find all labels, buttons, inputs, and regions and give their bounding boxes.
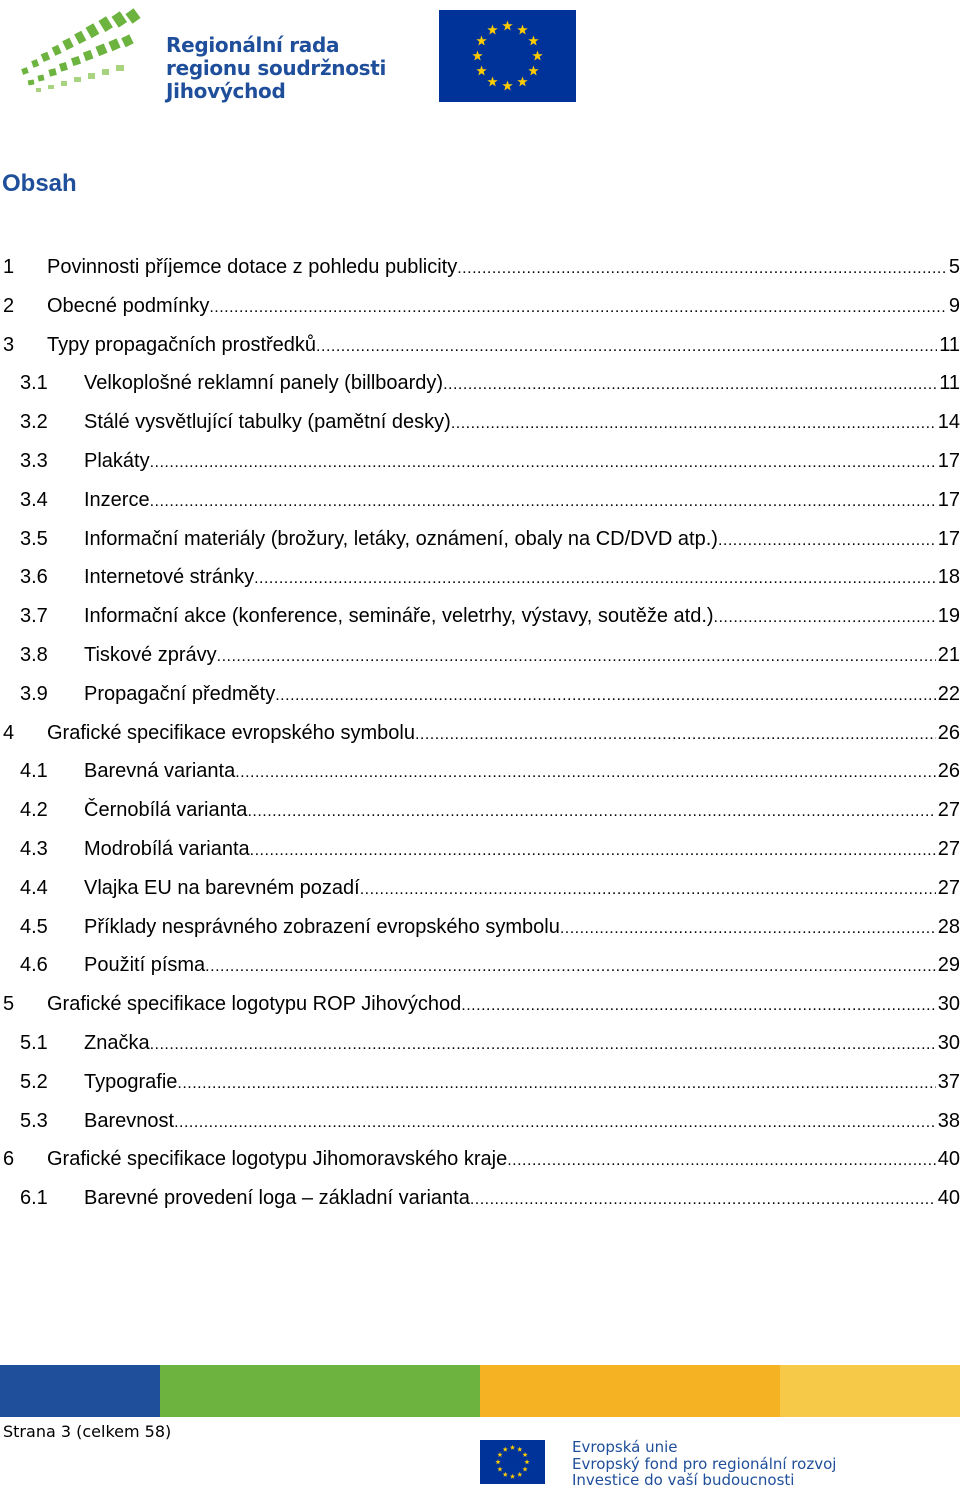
toc-entry-number: 3.1 (20, 372, 48, 395)
toc-entry-title: Černobílá varianta (84, 799, 248, 822)
toc-entry-title: Inzerce (84, 488, 150, 511)
toc-entry-number: 3.4 (20, 488, 48, 511)
toc-entry-page: 17 (937, 488, 960, 511)
toc-entry-page: 14 (937, 411, 960, 434)
eu-footer-logo (480, 1437, 950, 1487)
eu-flag-icon (439, 10, 576, 102)
wave-swoosh-icon (18, 8, 158, 98)
toc-entry-number: 4.1 (20, 760, 48, 783)
header (0, 0, 960, 110)
toc-dot-leader (443, 366, 937, 405)
toc-entry-title: Grafické specifikace evropského symbolu (47, 721, 415, 744)
toc-entry-page: 40 (937, 1148, 960, 1171)
toc-dot-leader (209, 289, 947, 328)
toc-entry-number: 3.7 (20, 605, 48, 628)
toc-dot-leader (205, 948, 936, 987)
toc-entry-number: 4.5 (20, 915, 48, 938)
toc-entry-title: Informační akce (konference, semináře, veletrhy, výstavy, soutěže atd.) (84, 605, 714, 628)
toc-entry-title: Tiskové zprávy (84, 643, 217, 666)
toc-entry-title: Grafické specifikace logotypu ROP Jihovýchod (47, 993, 462, 1016)
toc-entry-title: Stálé vysvětlující tabulky (pamětní desky) (84, 411, 451, 434)
toc-entry-title: Plakáty (84, 449, 150, 472)
toc-entry-number: 4.2 (20, 799, 48, 822)
footer-bar-segment (480, 1365, 780, 1417)
toc-entry-number: 5 (3, 993, 15, 1016)
toc-entry-title: Barevná varianta (84, 760, 236, 783)
toc-entry-title: Internetové stránky (84, 566, 255, 589)
eu-footer-line: Evropská unie (572, 1438, 678, 1456)
toc-entry-page: 27 (937, 837, 960, 860)
toc-entry-page: 30 (937, 993, 960, 1016)
toc-entry-page: 9 (948, 294, 960, 317)
toc-dot-leader (247, 793, 935, 832)
toc-entry-page: 28 (937, 915, 960, 938)
eu-footer-line: Evropský fond pro regionální rozvoj (572, 1454, 837, 1473)
toc-entry-number: 3.5 (20, 527, 48, 550)
toc-entry-number: 4 (3, 721, 15, 744)
toc-dot-leader (360, 871, 936, 910)
toc-entry-number: 4.6 (20, 954, 48, 977)
toc-entry-title: Propagační předměty (84, 682, 276, 705)
toc-entry-number: 5.2 (20, 1070, 48, 1093)
toc-entry[interactable] (0, 1063, 960, 1102)
toc-entry-number: 6.1 (20, 1187, 48, 1210)
toc-entry-page: 22 (937, 682, 960, 705)
page-number: Strana 3 (celkem 58) (3, 1422, 172, 1441)
toc-entry-number: 1 (3, 256, 15, 278)
toc-entry[interactable] (0, 1140, 960, 1179)
toc-entry[interactable] (0, 985, 960, 1024)
toc-entry[interactable] (0, 1024, 960, 1063)
toc-dot-leader (461, 987, 935, 1026)
toc-entry[interactable] (0, 520, 960, 559)
toc-dot-leader (150, 444, 936, 483)
toc-dot-leader (174, 1104, 936, 1143)
toc-entry[interactable] (0, 364, 960, 403)
toc-entry-page: 27 (937, 876, 960, 899)
toc-entry-number: 2 (3, 294, 15, 317)
toc-entry-page: 29 (937, 954, 960, 977)
toc-entry[interactable] (0, 403, 960, 442)
toc-entry-page: 26 (937, 721, 960, 744)
toc-dot-leader (457, 250, 947, 289)
toc-entry-page: 11 (939, 372, 960, 395)
toc-entry-number: 3.3 (20, 449, 48, 472)
toc-entry-page: 21 (937, 643, 960, 666)
toc-dot-leader (275, 677, 936, 716)
toc-entry[interactable] (0, 714, 960, 753)
toc-entry-number: 3.2 (20, 411, 48, 434)
toc-dot-leader (714, 599, 936, 638)
toc-heading: Obsah (2, 170, 77, 197)
toc-entry-number: 4.4 (20, 876, 48, 899)
toc-dot-leader (217, 638, 936, 677)
toc-entry[interactable] (0, 908, 960, 947)
eu-flag-icon (480, 1440, 545, 1484)
regional-council-logo (18, 8, 387, 108)
logo-line: Jihovýchod (166, 79, 286, 103)
toc-entry-title: Použití písma (84, 954, 206, 977)
toc-dot-leader (150, 1026, 936, 1065)
toc-entry-title: Typografie (84, 1070, 178, 1093)
footer-bar-segment (160, 1365, 480, 1417)
toc-dot-leader (415, 716, 936, 755)
toc-dot-leader (150, 483, 936, 522)
toc-entry-title: Modrobílá varianta (84, 837, 250, 860)
toc-entry-title: Příklady nesprávného zobrazení evropského symbolu (84, 915, 560, 938)
toc-entry-title: Velkoplošné reklamní panely (billboardy) (84, 372, 444, 395)
toc-entry[interactable] (0, 442, 960, 481)
toc-entry[interactable] (0, 597, 960, 636)
toc-entry[interactable] (0, 675, 960, 714)
toc-dot-leader (560, 910, 936, 949)
toc-entry[interactable] (0, 287, 960, 326)
toc-entry-page: 18 (937, 566, 960, 589)
toc-entry-number: 3 (3, 333, 15, 356)
toc-entry-title: Barevnost (84, 1109, 175, 1132)
toc-dot-leader (254, 560, 936, 599)
toc-dot-leader (316, 328, 937, 367)
footer-color-bar (0, 1365, 960, 1417)
toc-entry-title: Grafické specifikace logotypu Jihomoravského kraje (47, 1148, 508, 1171)
toc-entry[interactable] (0, 1102, 960, 1141)
toc-entry-title: Obecné podmínky (47, 294, 210, 317)
toc-entry-page: 40 (937, 1187, 960, 1210)
toc-entry[interactable] (0, 481, 960, 520)
toc-entry-number: 3.6 (20, 566, 48, 589)
toc-entry-title: Typy propagačních prostředků (47, 333, 317, 356)
logo-line: Regionální rada (166, 33, 340, 57)
toc-entry[interactable] (0, 636, 960, 675)
toc-entry-page: 27 (937, 799, 960, 822)
toc-entry[interactable] (0, 791, 960, 830)
toc-entry-title: Povinnosti příjemce dotace z pohledu publicity (47, 256, 458, 278)
table-of-contents (0, 248, 960, 1218)
toc-entry[interactable] (0, 1179, 960, 1218)
toc-entry-number: 3.8 (20, 643, 48, 666)
toc-dot-leader (718, 522, 936, 561)
toc-dot-leader (250, 832, 936, 871)
footer-bar-segment (780, 1365, 960, 1417)
toc-entry[interactable] (0, 869, 960, 908)
footer-bar-segment (0, 1365, 160, 1417)
toc-entry-title: Barevné provedení loga – základní varianta (84, 1187, 470, 1210)
toc-entry-number: 5.3 (20, 1109, 48, 1132)
toc-entry[interactable] (0, 830, 960, 869)
toc-entry-page: 37 (937, 1070, 960, 1093)
toc-entry-title: Informační materiály (brožury, letáky, oznámení, obaly na CD/DVD atp.) (84, 527, 718, 550)
toc-entry-page: 17 (937, 527, 960, 550)
toc-entry-number: 4.3 (20, 837, 48, 860)
logo-line: regionu soudržnosti (166, 56, 387, 80)
toc-entry[interactable] (0, 558, 960, 597)
toc-entry-page: 38 (937, 1109, 960, 1132)
toc-dot-leader (470, 1181, 936, 1220)
toc-entry[interactable] (0, 752, 960, 791)
toc-entry[interactable] (0, 248, 960, 287)
toc-entry-number: 5.1 (20, 1031, 48, 1054)
toc-entry[interactable] (0, 326, 960, 365)
toc-entry[interactable] (0, 946, 960, 985)
toc-entry-page: 5 (948, 256, 960, 278)
toc-entry-page: 11 (939, 333, 960, 356)
toc-entry-page: 17 (937, 449, 960, 472)
toc-entry-title: Vlajka EU na barevném pozadí (84, 876, 360, 899)
toc-dot-leader (507, 1142, 936, 1181)
toc-entry-page: 30 (937, 1031, 960, 1054)
toc-entry-number: 6 (3, 1148, 15, 1171)
toc-dot-leader (235, 754, 936, 793)
toc-entry-number: 3.9 (20, 682, 48, 705)
eu-footer-line: Investice do vaší budoucnosti (572, 1471, 795, 1489)
toc-dot-leader (177, 1065, 935, 1104)
toc-entry-page: 19 (937, 605, 960, 628)
toc-entry-title: Značka (84, 1031, 150, 1054)
toc-dot-leader (451, 405, 936, 444)
toc-entry-page: 26 (937, 760, 960, 783)
